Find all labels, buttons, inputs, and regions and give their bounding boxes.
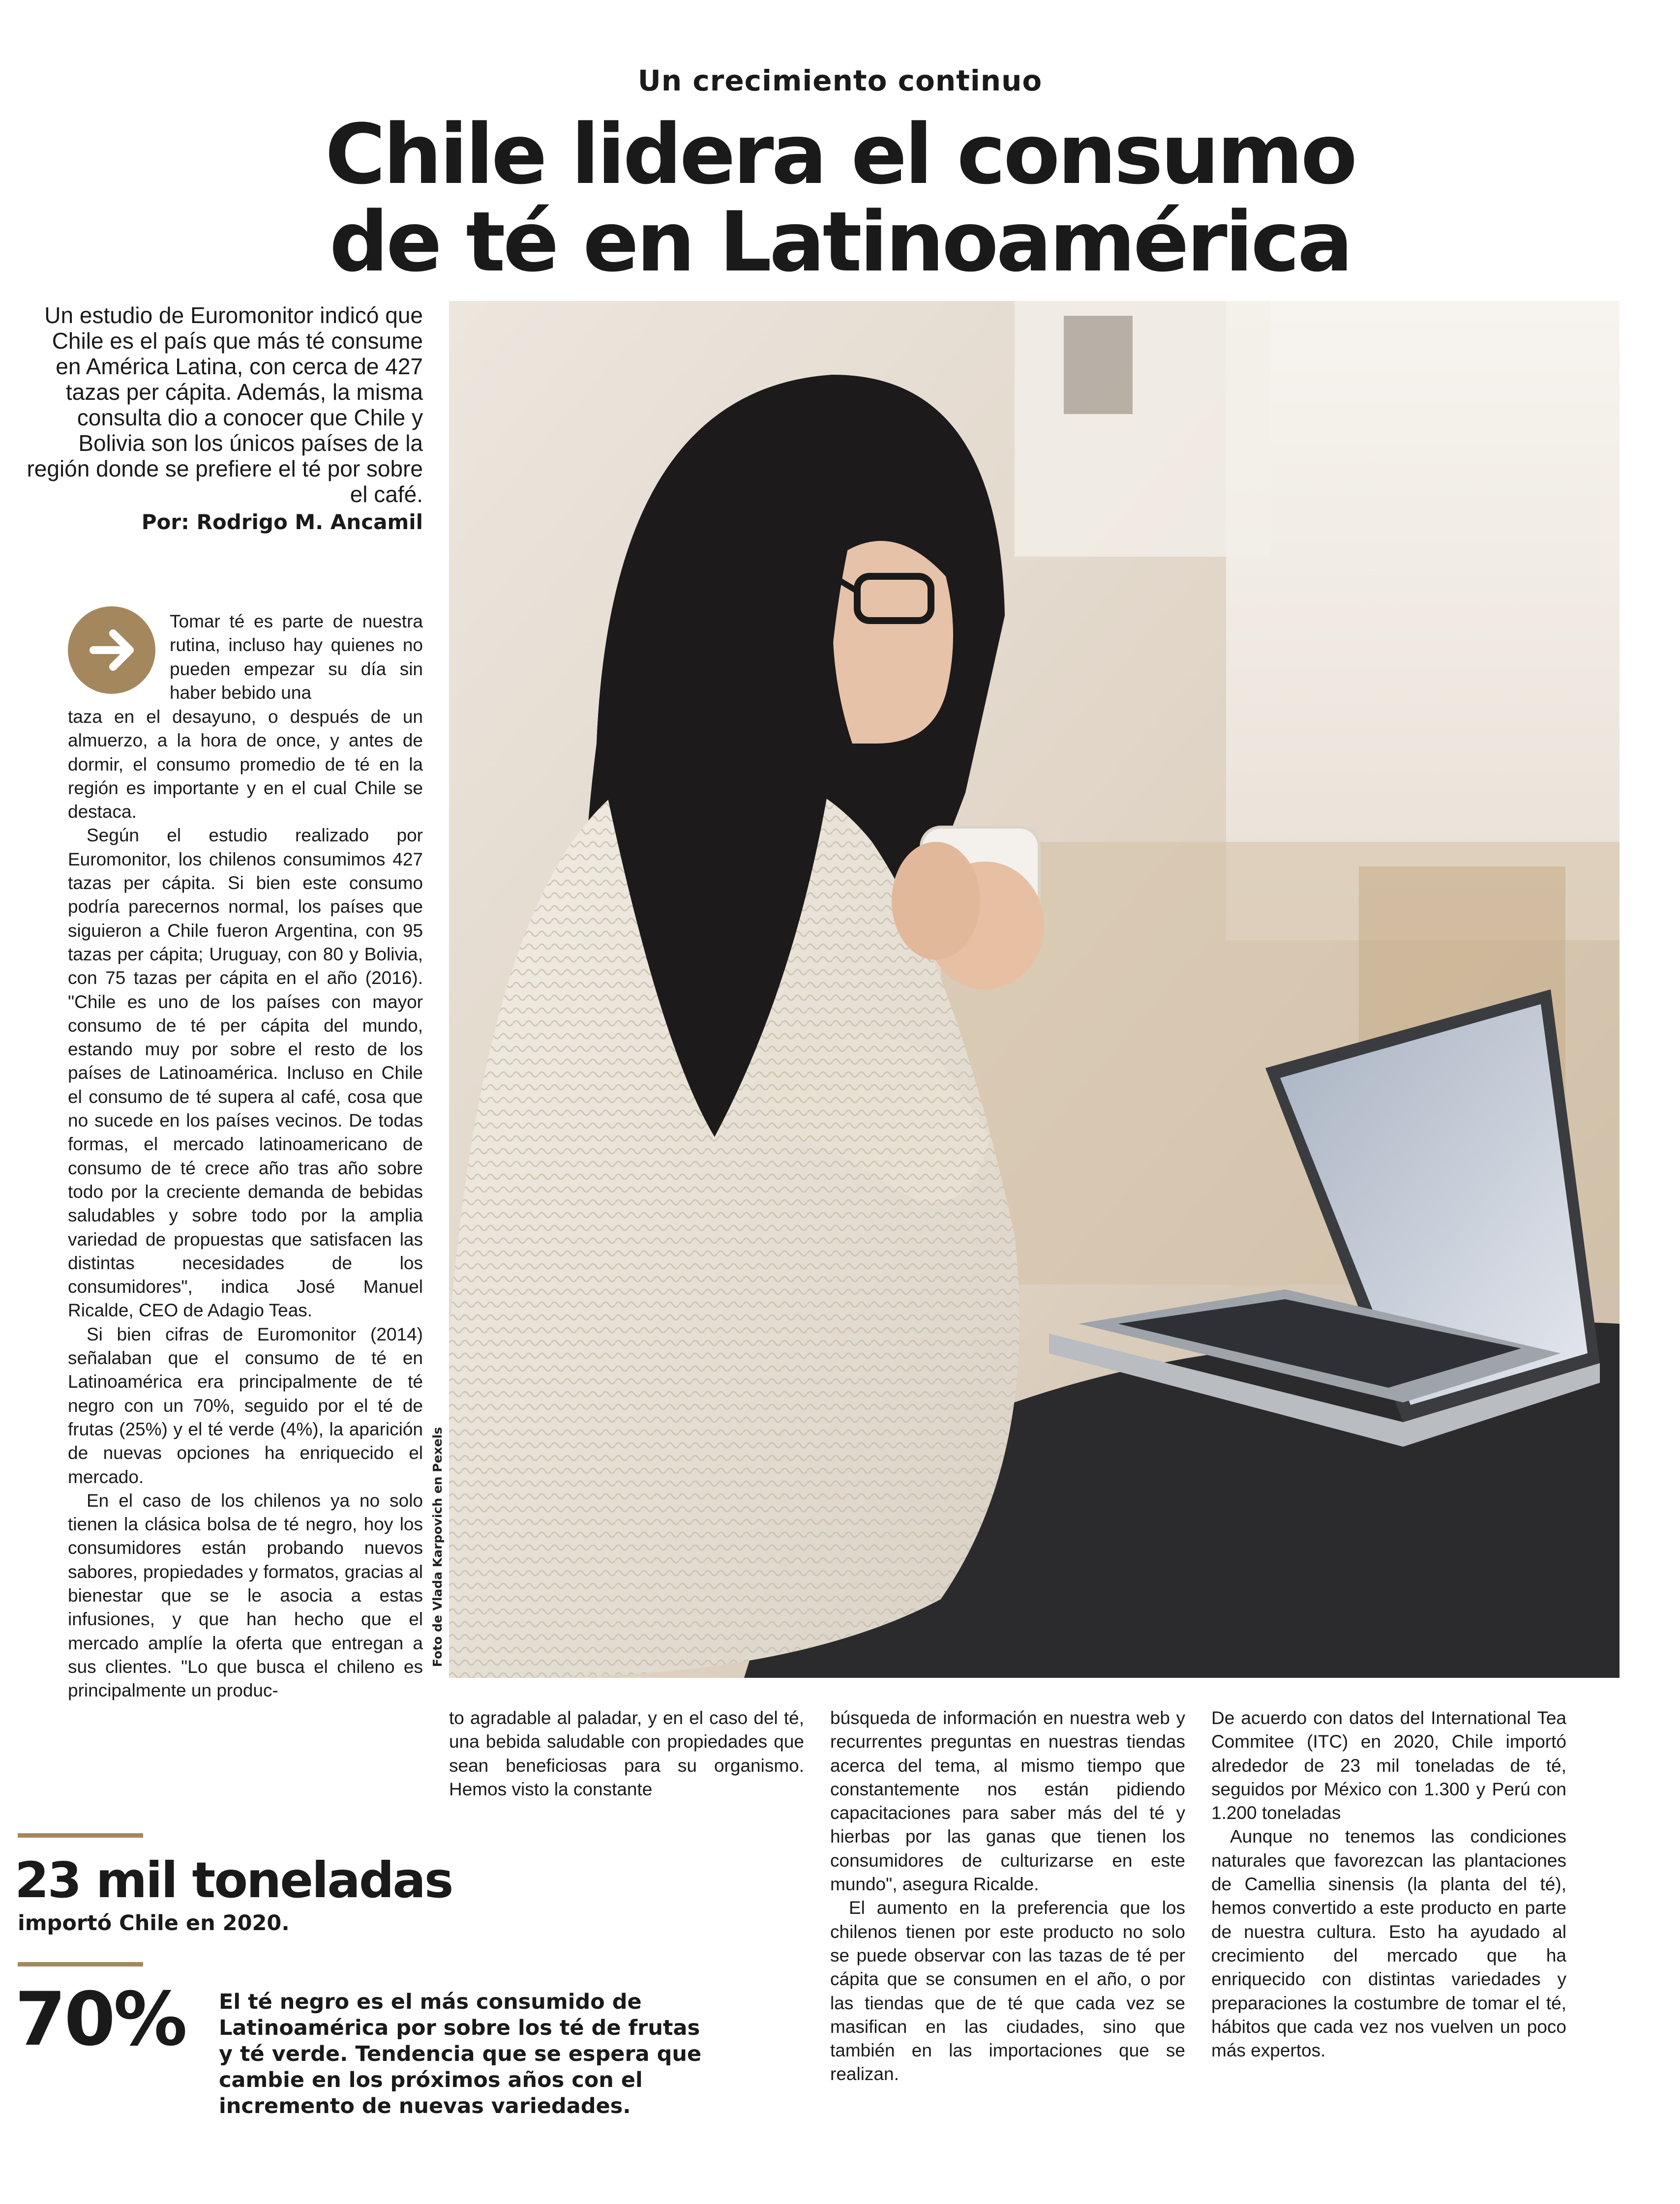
stat-23-mil-toneladas: 23 mil toneladas — [15, 1851, 452, 1909]
paragraph: Aunque no tenemos las condiciones naturales que favorezcan las plantaciones de Camellia sinensis (la planta del té), hemos convertido a este producto en parte de nuestra cultura. Esto ha ayudado al crecimiento del mercado que ha enriquecido con distintas variedades y preparaciones la costumbre de tomar el té, hábitos que cada vez nos vuelven un poco más expertos. — [1211, 1826, 1566, 2061]
woman-with-laptop-illustration — [449, 301, 1620, 1678]
stat-23-mil-caption: importó Chile en 2020. — [18, 1911, 290, 1936]
paragraph: En el caso de los chilenos ya no solo tienen la clásica bolsa de té negro, hoy los consumidores están probando nuevos sabores, propiedades y formatos, gracias al bienestar que se le asocia a estas infusiones, y que han hecho que el mercado amplíe la oferta que entregan a sus clientes. "Lo que busca el chileno es principalmente un produc- — [68, 1490, 423, 1701]
article-photo — [449, 301, 1620, 1678]
paragraph: Si bien cifras de Euromonitor (2014) señalaban que el consumo de té en Latinoamérica era principalmente de té negro con un 70%, seguido por el té de frutas (25%) y el té verde (4%), la aparición de nuevas opciones ha enriquecido el mercado. — [68, 1324, 423, 1487]
highlight-divider — [18, 1833, 143, 1838]
article-title — [0, 106, 1680, 290]
title-line-2: de té en Latinoamérica — [329, 194, 1351, 290]
paragraph: Tomar té es parte de nuestra rutina, incluso hay quienes no pueden empezar su día sin haber bebido una — [170, 611, 423, 703]
title-line-1: Chile lidera el consumo — [325, 106, 1355, 203]
paragraph: El aumento en la preferencia que los chilenos tienen por este producto no solo se puede observar con las tazas de té per cápita que se consumen en el año, o por las tiendas que de té que cada vez se masifican en las ciudades, sino que también en las importaciones que se realizan. — [830, 1898, 1185, 2085]
photo-credit: Foto de Vlada Karpovich en Pexels — [430, 1427, 445, 1667]
highlight-divider — [18, 1962, 143, 1966]
article-byline: Por: Rodrigo M. Ancamil — [141, 510, 423, 534]
paragraph: búsqueda de información en nuestra web y recurrentes preguntas en nuestras tiendas acerca del tema, al mismo tiempo que constantemente nos están pidiendo capacitaciones para saber más del té y hierbas por las ganas que tienen los consumidores de culturizarse en este mundo", asegura Ricalde. — [830, 1708, 1185, 1895]
paragraph: De acuerdo con datos del International Tea Commitee (ITC) en 2020, Chile importó alrededor de 23 mil toneladas de té, seguidos por México con 1.300 y Perú con 1.200 toneladas — [1211, 1708, 1566, 1823]
paragraph: Según el estudio realizado por Euromonitor, los chilenos consumimos 427 tazas per cápita. Si bien este consumo podría parecernos normal, los países que siguieron a Chile fueron Argentina, con 95 tazas per cápita; Uruguay, con 80 y Bolivia, con 75 tazas per cápita en el año (2016). "Chile es uno de los países con mayor consumo de té per cápita del mundo, estando muy por sobre el resto de los países de Latinoamérica. Incluso en Chile el consumo de té supera al café, cosa que no sucede en los países vecinos. De todas formas, el mercado latinoamericano de consumo de té crece año tras año sobre todo por la creciente demanda de bebidas saludables y sobre todo por la amplia variedad de propuestas que satisfacen las distintas necesidades de los consumidores", indica José Manuel Ricalde, CEO de Adagio Teas. — [68, 825, 423, 1321]
paragraph: taza en el desayuno, o después de un almuerzo, a la hora de once, y antes de dormir, el consumo promedio de té en la región es importante y en el cual Chile se destaca. — [68, 707, 423, 822]
paragraph: to agradable al paladar, y en el caso del té, una bebida saludable con propiedades que sean beneficiosas para su organismo. Hemos visto la constante — [449, 1708, 804, 1799]
body-column-1 — [68, 705, 423, 1702]
article-lead: Un estudio de Euromonitor indicó que Chile es el país que más té consume en América Latina, con cerca de 427 tazas per cápita. Además, la misma consulta dio a conocer que Chile y Bolivia son los únicos países de la región donde se prefiere el té por sobre el café. — [27, 302, 423, 507]
article-kicker: Un crecimiento continuo — [637, 64, 1043, 97]
body-column-2 — [449, 1706, 804, 1801]
stat-70-percent: 70% — [15, 1977, 186, 2062]
body-column-1-top — [170, 610, 423, 705]
arrow-right-icon — [68, 606, 155, 694]
body-column-4 — [1211, 1706, 1566, 2062]
body-column-3 — [830, 1706, 1185, 2086]
stat-70-percent-caption: El té negro es el más consumido de Latinoamérica por sobre los té de frutas y té verde. Tendencia que se espera que cambie en los próximos años con el incremento de nuevas variedades. — [219, 1990, 702, 2118]
